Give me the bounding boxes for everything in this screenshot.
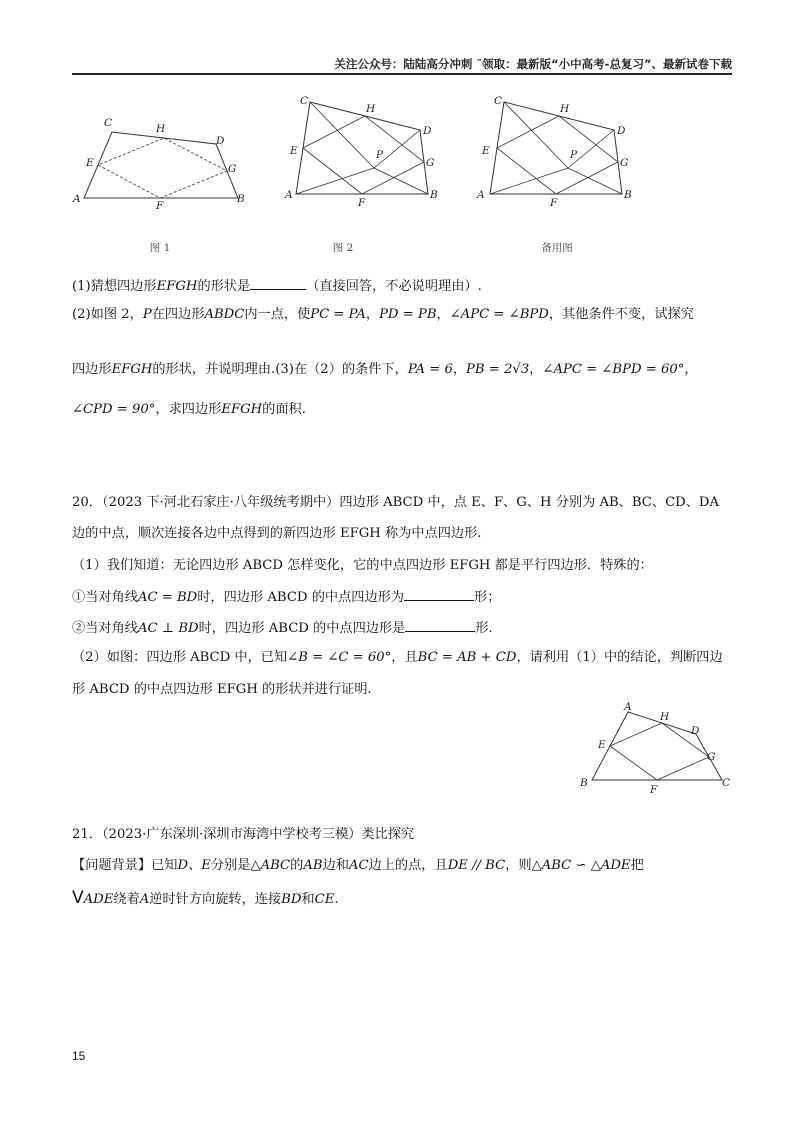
answer-blank[interactable] [405,617,475,632]
fig1-label-d: D [216,135,225,147]
fig3-label-h: H [560,103,570,115]
page-number: 15 [72,1049,86,1063]
figure-3-caption: 备用图 [541,242,573,254]
fig2-label-h: H [366,103,376,115]
q21-line-2: 【问题背景】已知D、E分别是△ABC的AB边和AC边上的点，且DE // BC，则△ABC ∽ △ADE把 [72,858,644,873]
fig2-label-a: A [285,189,293,201]
fig2-label-g: G [426,157,435,169]
q19-line-3: 四边形EFGH的形状，并说明理由.(3)在（2）的条件下，PA = 6，PB = 2√3，∠APC = ∠BPD = 60°， [72,362,698,377]
fig4-label-g: G [707,751,716,763]
answer-blank[interactable] [250,275,306,290]
figure-2 [280,92,450,210]
q19-line-4: ∠CPD = 90°，求四边形EFGH的面积. [72,402,306,417]
fig1-label-h: H [156,123,166,135]
q20-line-6: （2）如图：四边形 ABCD 中，已知∠B = ∠C = 60°，且BC = AB + CD，请利用（1）中的结论，判断四边 [72,650,723,665]
fig3-label-f: F [550,197,558,209]
fig3-label-b: B [624,189,632,201]
answer-blank[interactable] [404,586,474,601]
fig3-label-g: G [620,157,629,169]
fig4-label-c: C [722,777,731,789]
fig4-label-a: A [624,701,632,713]
fig4-label-h: H [660,711,670,723]
q20-line-4: ①当对角线AC = BD时，四边形 ABCD 的中点四边形为 形； [72,586,500,608]
q19-line-1: (1)猜想四边形EFGH的形状是 （直接回答，不必说明理由）. [72,275,482,297]
fig4-label-e: E [598,739,606,751]
fig2-label-b: B [430,189,438,201]
fig3-label-c: C [494,95,503,107]
page-header: 关注公众号：陆陆高分冲刺 ˜领取：最新版“小中高考-总复习”、最新试卷下载 [334,57,732,71]
fig2-label-d: D [423,125,432,137]
figure-1-caption: 图 1 [149,242,171,254]
fig4-label-f: F [650,784,658,796]
q21-line-3: VADE绕着A逆时针方向旋转，连接BD和CE. [72,888,339,908]
fig3-label-p: P [570,149,578,161]
figure-2-caption: 图 2 [332,242,354,254]
q20-line-2: 边的中点，顺次连接各边中点得到的新四边形 EFGH 称为中点四边形. [72,526,482,541]
fig1-label-a: A [73,193,81,205]
figure-4 [574,700,734,796]
fig1-label-b: B [237,193,245,205]
q20-line-5: ②当对角线AC ⊥ BD时，四边形 ABCD 的中点四边形是 形. [72,617,493,639]
fig1-label-f: F [156,200,164,210]
fig2-label-p: P [376,149,384,161]
figure-1 [70,110,250,210]
fig2-label-f: F [358,197,366,209]
fig3-label-a: A [477,189,485,201]
fig4-label-d: D [691,725,700,737]
figure-3 [474,92,644,210]
fig4-label-b: B [580,777,588,789]
fig3-label-d: D [617,125,626,137]
q19-line-2: (2)如图 2，P在四边形ABDC内一点，使PC = PA，PD = PB，∠APC = ∠BPD，其他条件不变，试探究 [72,307,694,322]
q20-line-3: （1）我们知道：无论四边形 ABCD 怎样变化，它的中点四边形 EFGH 都是平行四边形．特殊的： [72,558,653,573]
fig1-label-e: E [86,157,94,169]
header-rule [72,73,732,75]
q20-line-7: 形 ABCD 的中点四边形 EFGH 的形状并进行证明. [72,682,372,697]
fig1-label-g: G [228,163,237,175]
fig1-label-c: C [104,117,113,129]
q21-line-1: 21．（2023·广东深圳·深圳市海湾中学校考三模）类比探究 [72,827,415,842]
fig2-label-e: E [290,145,298,157]
q20-line-1: 20．（2023 下·河北石家庄·八年级统考期中）四边形 ABCD 中，点 E、F、G、H 分别为 AB、BC、CD、DA [72,495,720,510]
fig2-label-c: C [300,95,309,107]
fig3-label-e: E [482,145,490,157]
